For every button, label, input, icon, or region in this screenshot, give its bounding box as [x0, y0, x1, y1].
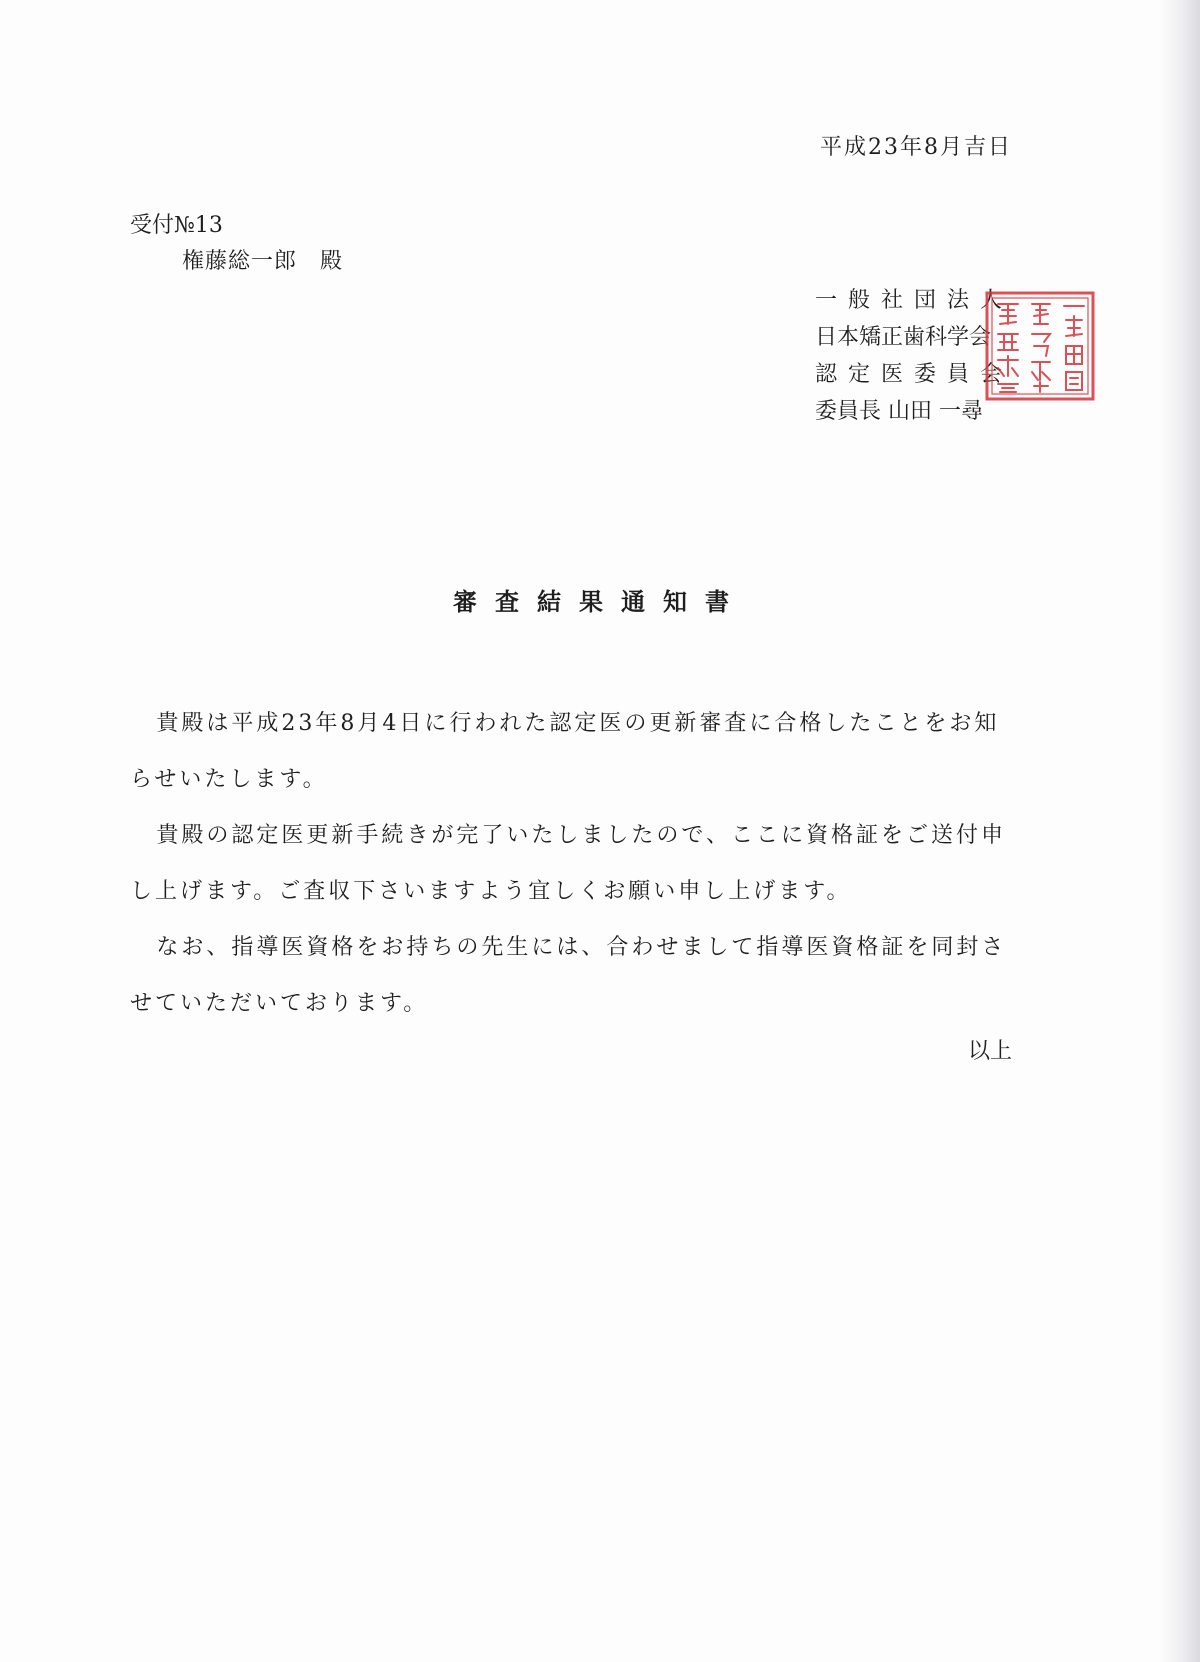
- page-edge-shadow: [1160, 0, 1200, 1662]
- sender-organization-type: 一般社団法人: [815, 288, 1014, 313]
- body-paragraph-2: 貴殿の認定医更新手続きが完了いたしましたので、ここに資格証をご送付申し上げます。ご査収下さいますよう宜しくお願い申し上げます。: [130, 823, 1006, 904]
- sender-chairman: 委員長 山田 一尋: [815, 399, 983, 424]
- body-paragraph-1: 貴殿は平成23年8月4日に行われた認定医の更新審査に合格したことをお知らせいたします。: [130, 711, 1000, 792]
- sender-committee: 認定医委員会: [815, 362, 1014, 387]
- sender-organization-name: 日本矯正歯科学会: [815, 325, 992, 350]
- document-body: [130, 696, 1020, 1032]
- closing-mark: 以上: [967, 1039, 1012, 1064]
- document-title: 審査結果通知書: [453, 587, 747, 616]
- recipient-name: 権藤総一郎 殿: [182, 249, 344, 274]
- receipt-number: 受付№13: [130, 213, 223, 238]
- official-seal-stamp: [984, 290, 1096, 402]
- body-paragraph-3: なお、指導医資格をお持ちの先生には、合わせまして指導医資格証を同封させていただいております。: [130, 935, 1007, 1016]
- document-date: 平成23年8月吉日: [820, 135, 1012, 160]
